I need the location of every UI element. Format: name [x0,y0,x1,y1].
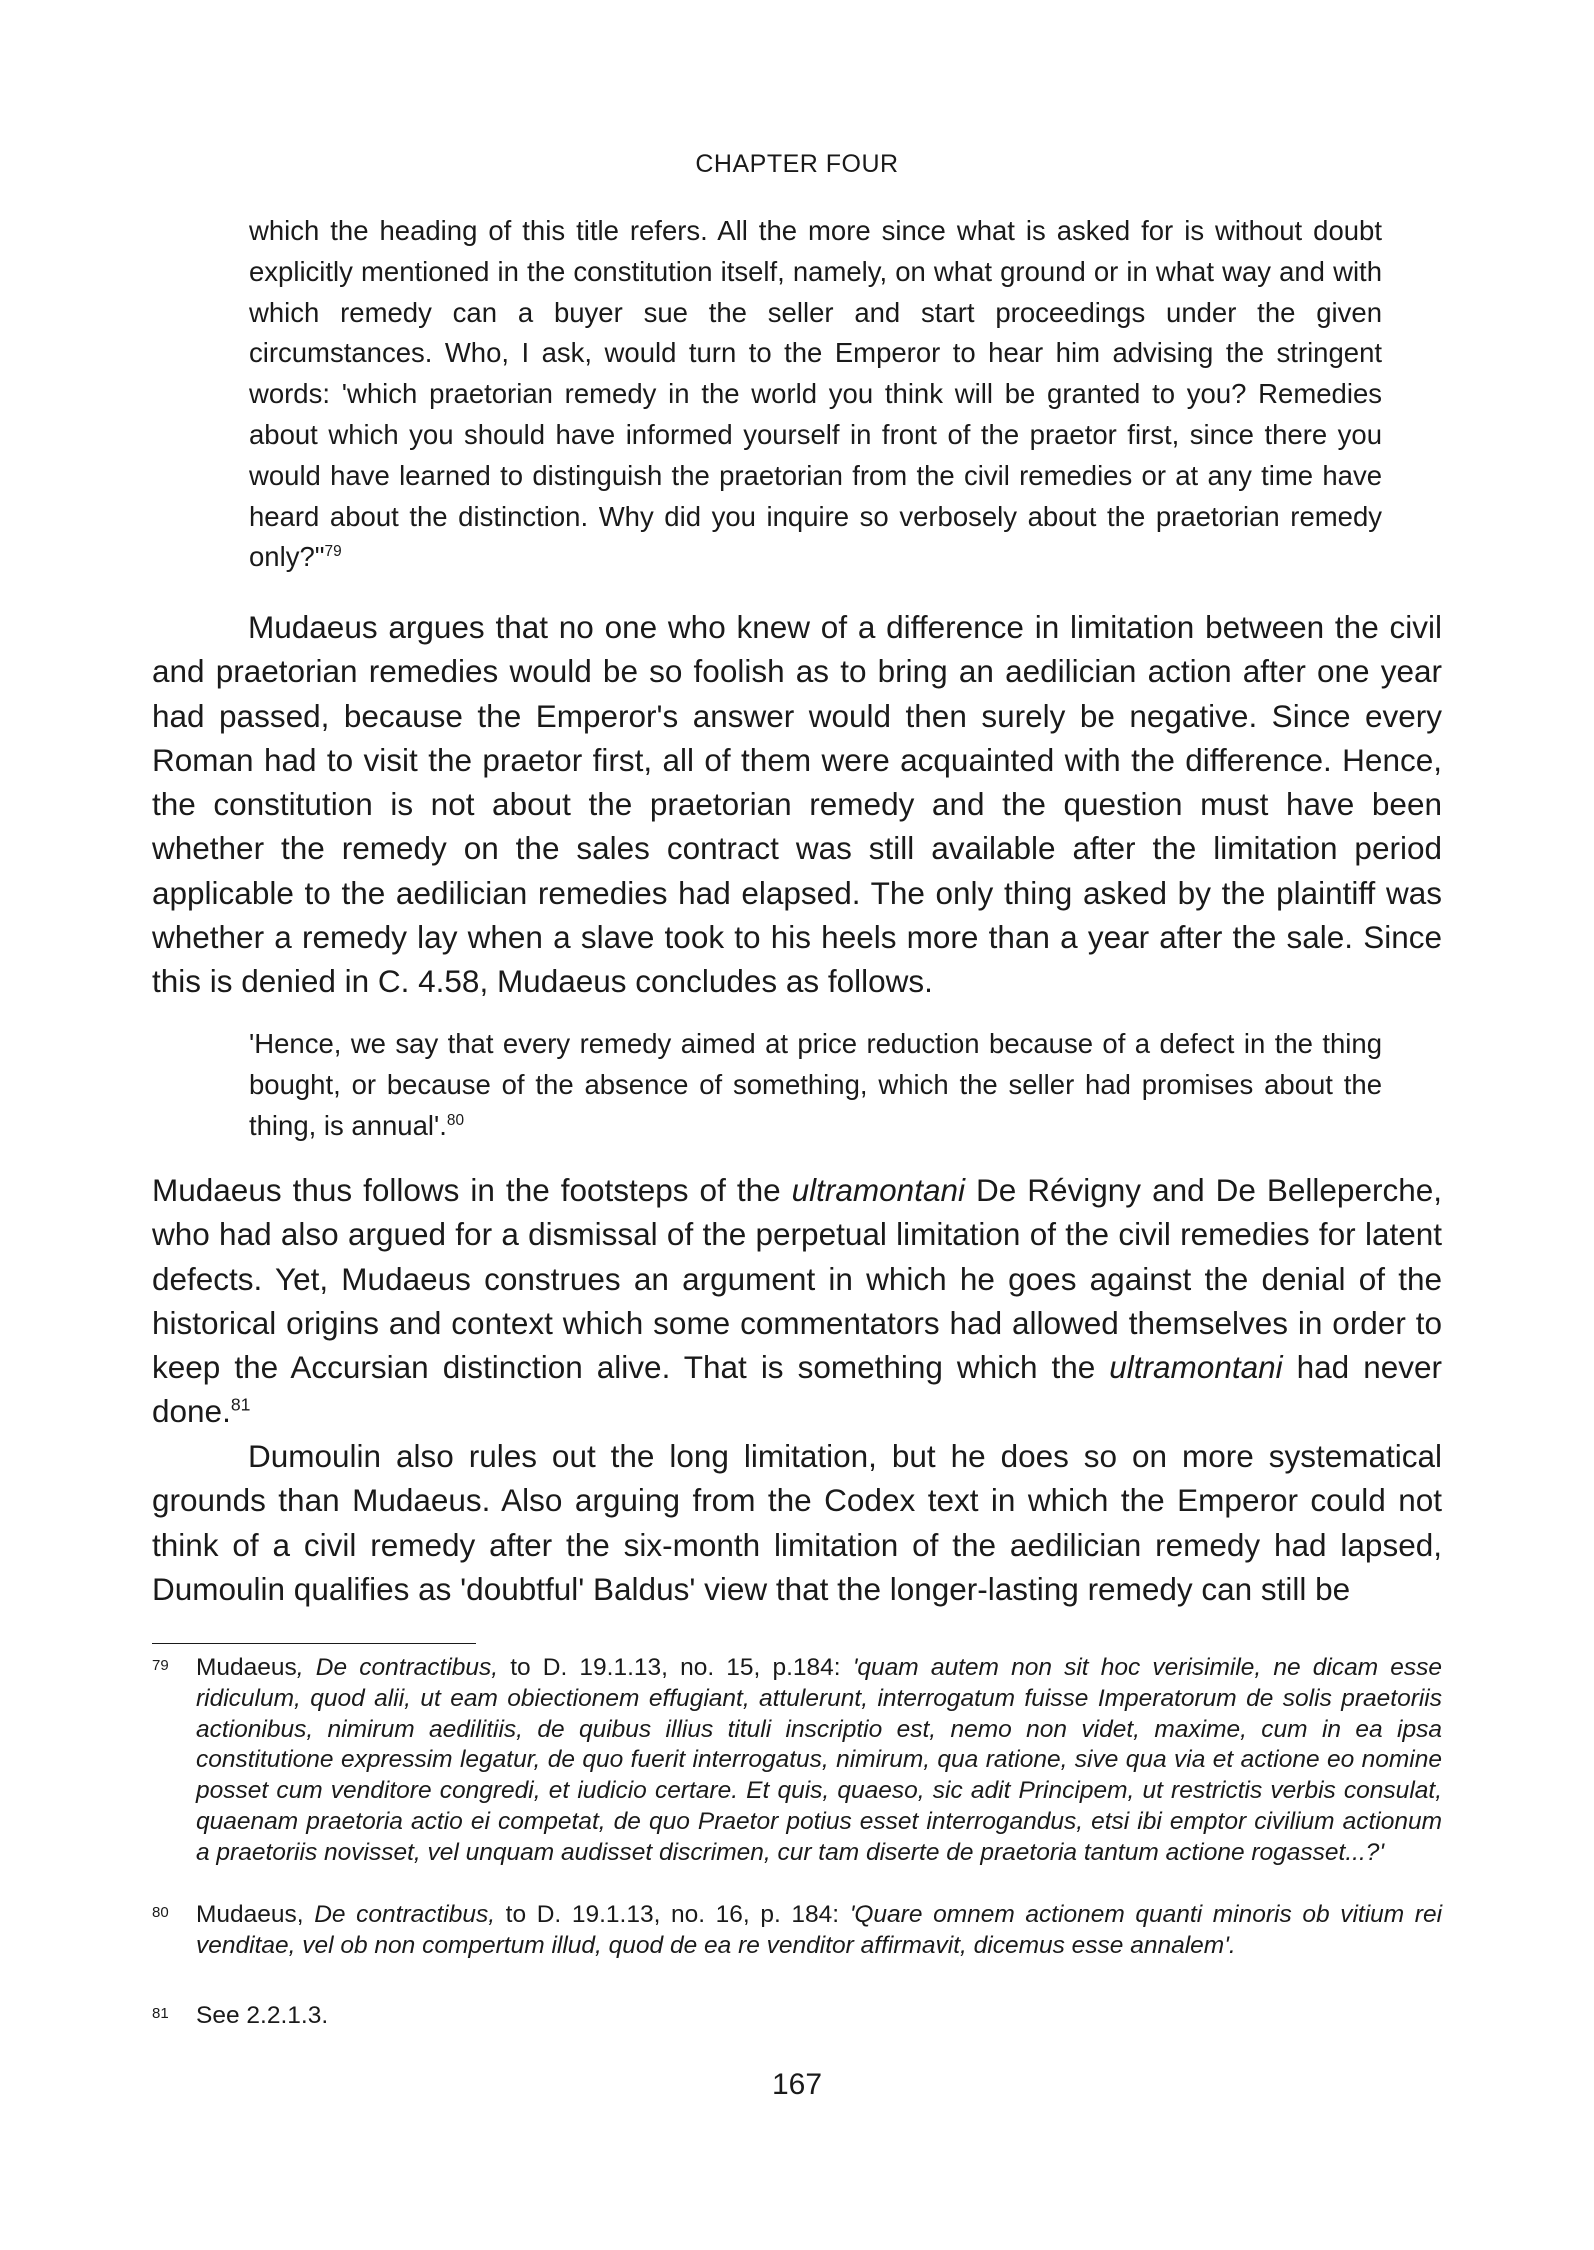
footnote-work-title: De contractibus, [315,1654,499,1681]
footnote [152,2001,1442,2032]
footnote [152,1653,1442,1869]
block-quote-text: 'Hence, we say that every remedy aimed at price reduction because of a defect in the thing bought, or because of the absence of something, which the seller had promises about the thing, is annual'. [249,1028,1382,1141]
body-paragraph [152,1434,1442,1611]
footnote-ref: 79 [324,543,342,561]
block-quote-text: which the heading of this title refers. All the more since what is asked for is without doubt explicitly mentioned in the constitution itself, namely, on what ground or in what way and with which remedy can a buyer sue the seller and start proceedings under the given circumstances. Who, I ask, would turn to the Emperor to hear him advising the stringent words: 'which praetorian remedy in the world you think will be granted to you? Remedies about which you should have informed yourself in front of the praetor first, since there you would have learned to distinguish the praetorian from the civil remedies or at any time have heard about the distinction. Why did you inquire so verbosely about the praetorian remedy only?" [249,215,1382,573]
footnote-reference: to D. 19.1.13, no. 16, p. 184: [495,1901,850,1928]
footnote-reference: to D. 19.1.13, no. 15, p.184: [498,1654,853,1681]
footnote-text [196,1653,1442,1869]
footnote-ref: 80 [446,1111,465,1129]
footnote-number: 80 [152,1904,169,1921]
paragraph-text: had never done. [152,1349,1443,1430]
footnote-ref: 81 [230,1394,251,1415]
paragraph-text: Dumoulin also rules out the long limitation, but he does so on more systematical grounds than Mudaeus. Also arguing from the Codex text in which the Emperor could not think of a civil remedy after the six-month limitation of the aedilician remedy had lapsed, Dumoulin qualifies as 'doubtful' Baldus' view that the longer-lasting remedy can still be [152,1438,1442,1607]
footnote-work-title: De contractibus, [314,1901,496,1928]
footnote-text [196,1900,1442,1962]
paragraph-text: Mudaeus argues that no one who knew of a difference in limitation between the civil and praetorian remedies would be so foolish as to bring an aedilician action after one year had passed, because the Emperor's answer would then surely be negative. Since every Roman had to visit the praetor first, all of them were acquainted with the difference. Hence, the constitution is not about the praetorian remedy and the question must have been whether the remedy on the sales contract was still available after the limitation period applicable to the aedilician remedies had elapsed. The only thing asked by the plaintiff was whether a remedy lay when a slave took to his heels more than a year after the sale. Since this is denied in C. 4.58, Mudaeus concludes as follows. [152,609,1442,1000]
footnote-number: 79 [152,1657,169,1674]
footnote-quote: 'quam autem non sit hoc verisimile, ne dicam esse ridiculum, quod alii, ut eam obiectionem effugiant, attulerunt, interrogatum fuisse Imperatorum de solis praetoriis actionibus, nimirum aedilitiis, de quibus illius tituli inscriptio est, nemo non videt, maxime, cum in ea ipsa constitutione expressim legatur, de quo fuerit interrogatus, nimirum, qua ratione, sive qua via et actione eo nomine posset cum venditore congredi, et iudicio certare. Et quis, quaeso, sic adit Principem, ut restrictis verbis consulat, quaenam praetoria actio ei competat, de quo Praetor potius esset interrogandus, etsi ibi emptor civilium actionum a praetoriis novisset, vel unquam audisset discrimen, cur tam diserte de praetoria tantum actione rogasset...?' [196,1654,1442,1866]
footnote-text: See 2.2.1.3. [196,2002,329,2029]
footnote-number: 81 [152,2005,169,2022]
footnote-separator [152,1643,476,1644]
paragraph-text: De Révigny and De Belleperche, who had also argued for a dismissal of the perpetual limitation of the civil remedies for latent defects. Yet, Mudaeus construes an argument in which he goes against the denial of the historical origins and context which some commentators had allowed themselves in order to keep the Accursian distinction alive. That is something which the [152,1172,1443,1386]
footnote-quote: 'Quare omnem actionem quanti minoris ob vitium rei venditae, vel ob non compertum illud, quod de ea re venditor affirmavit, dicemus esse annalem'. [196,1901,1443,1959]
footnote-author: Mudaeus [196,1654,297,1681]
italic-term: ultramontani [1109,1349,1283,1386]
footnote-comma: , [296,1654,316,1681]
page-number: 167 [771,2068,823,2101]
body-paragraph [152,605,1442,1004]
paragraph-text: Mudaeus thus follows in the footsteps of the [152,1172,792,1208]
footnote-author: Mudaeus, [196,1901,315,1928]
block-quote [249,211,1382,578]
italic-term: ultramontani [791,1172,965,1208]
block-quote [249,1024,1382,1146]
body-paragraph [152,1168,1442,1434]
footnote [152,1900,1442,1962]
running-head: CHAPTER FOUR [695,150,899,178]
